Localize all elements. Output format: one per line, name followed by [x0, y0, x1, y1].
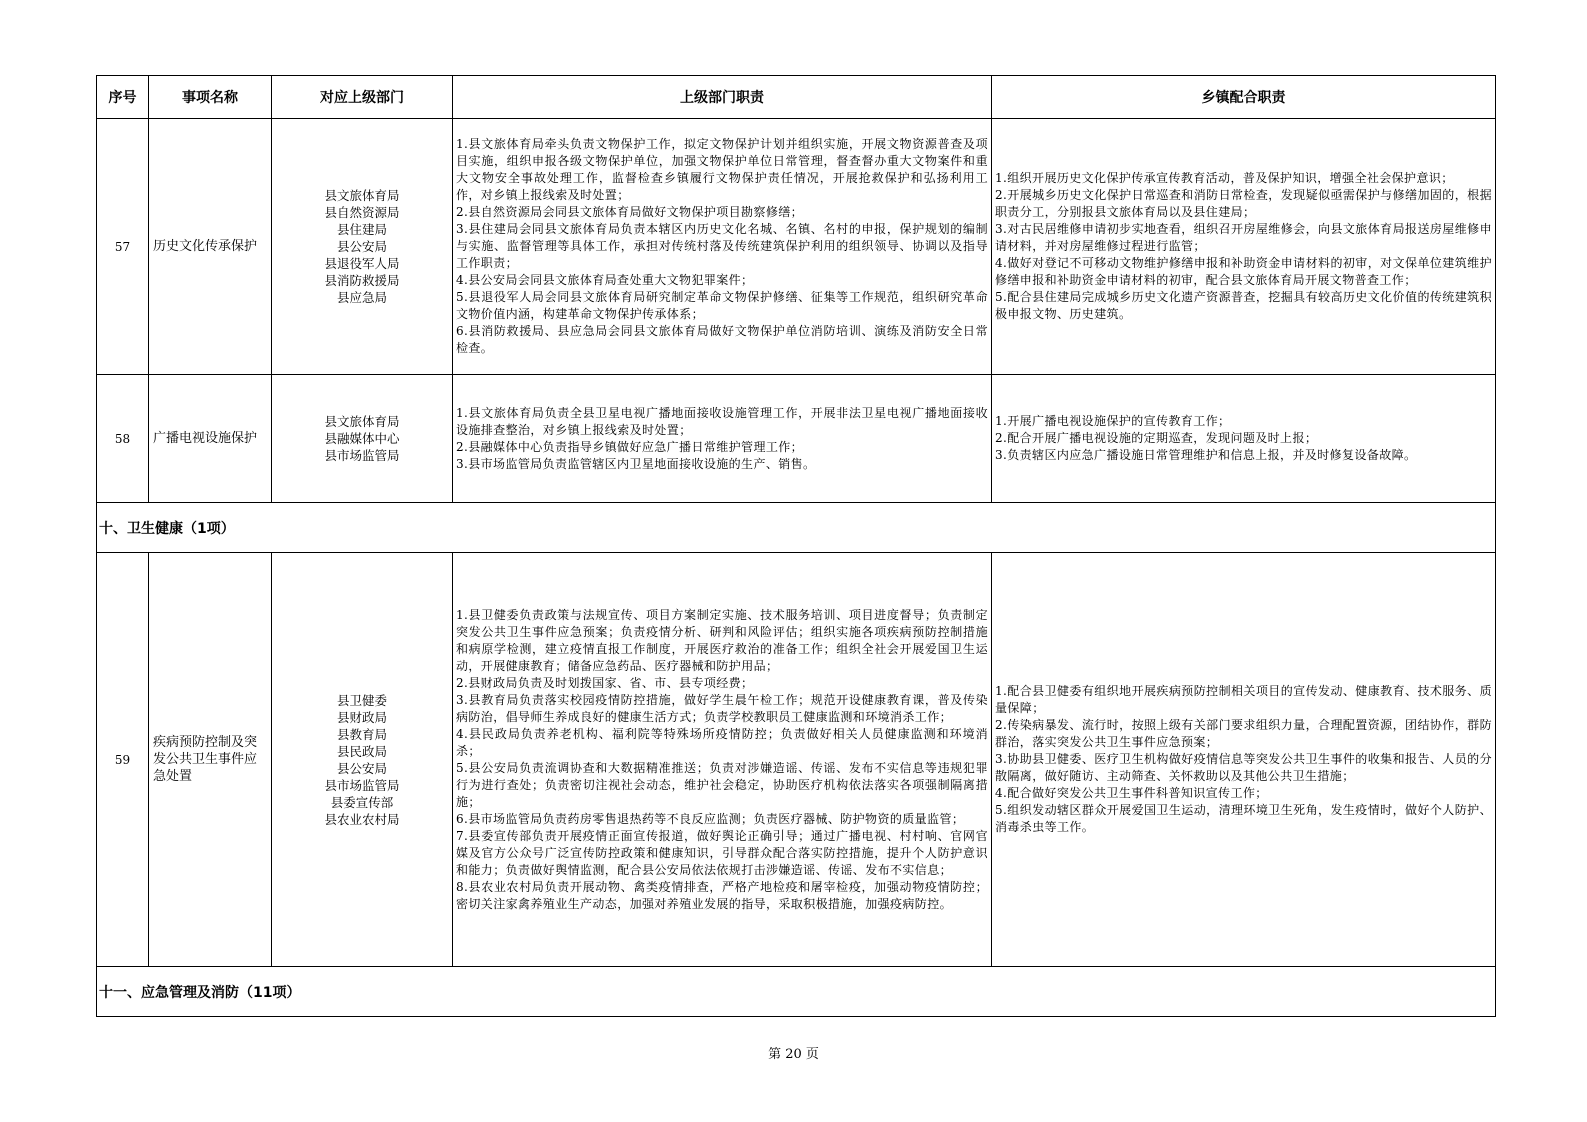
dept-list	[272, 119, 453, 375]
town-item: 3.协助县卫健委、医疗卫生机构做好疫情信息等突发公共卫生事件的收集和报告、人员的分散隔离，做好随访、主动筛查、关怀救助以及其他公共卫生措施；	[995, 752, 1492, 783]
town-item: 4.做好对登记不可移动文物维护修缮申报和补助资金申请材料的初审，对文保单位建筑维护修缮申报和补助资金申请材料的初审，配合县文旅体育局开展文物普查工作；	[995, 256, 1492, 287]
table-row-59	[97, 553, 1496, 967]
duty-item: 4.县民政局负责养老机构、福利院等特殊场所疫情防控；负责做好相关人员健康监测和环境消杀；	[456, 726, 988, 758]
dept-item: 县应急局	[336, 290, 387, 305]
row-number: 58	[97, 375, 149, 503]
dept-item: 县农业农村局	[324, 811, 400, 827]
town-item: 2.配合开展广播电视设施的定期巡查，发现问题及时上报；	[995, 431, 1318, 445]
section-title: 十、卫生健康（1项）	[97, 503, 1496, 553]
duty-item: 7.县委宣传部负责开展疫情正面宣传报道，做好舆论正确引导；通过广播电视、村村响、官网官媒及官方公众号广泛宣传防控政策和健康知识，引导群众配合落实防控措施，提升个人防护意识和能力；负责做好舆情监测，配合县公安局依法依规打击涉嫌造谣、传谣、发布不实信息；	[456, 828, 988, 877]
dept-item: 县卫健委	[336, 692, 387, 708]
duty-item: 4.县公安局会同县文旅体育局查处重大文物犯罪案件；	[456, 273, 754, 287]
duty-item: 8.县农业农村局负责开展动物、禽类疫情排查，严格产地检疫和屠宰检疫，加强动物疫情防控；密切关注家禽养殖业生产动态，加强对养殖业发展的指导，采取积极措施，加强疫病防控。	[456, 879, 988, 911]
town-item: 2.开展城乡历史文化保护日常巡查和消防日常检查，发现疑似亟需保护与修缮加固的，根据职责分工，分别报县文旅体育局以及县住建局；	[995, 188, 1492, 219]
duty-item: 1.县文旅体育局负责全县卫星电视广播地面接收设施管理工作，开展非法卫星电视广播地面接收设施排查整治，对乡镇上报线索及时处置；	[456, 405, 988, 437]
town-item: 3.对古民居维修申请初步实地查看，组织召开房屋维修会，向县文旅体育局报送房屋维修申请材料，并对房屋维修过程进行监管；	[995, 222, 1492, 253]
dept-item: 县教育局	[336, 726, 387, 742]
superior-duties	[453, 119, 992, 375]
duty-item: 3.县教育局负责落实校园疫情防控措施，做好学生晨午检工作；规范开设健康教育课，普及传染病防治，倡导师生养成良好的健康生活方式；负责学校教职员工健康监测和环境消杀工作；	[456, 692, 988, 724]
town-item: 5.配合县住建局完成城乡历史文化遗产资源普查，挖掘具有较高历史文化价值的传统建筑积极申报文物、历史建筑。	[995, 290, 1492, 321]
town-item: 1.组织开展历史文化保护传承宣传教育活动，普及保护知识，增强全社会保护意识；	[995, 171, 1454, 185]
duty-item: 2.县自然资源局会同县文旅体育局做好文物保护项目勘察修缮；	[456, 205, 804, 219]
section-row-emergency	[97, 967, 1496, 1017]
header-name: 事项名称	[149, 76, 272, 119]
dept-item: 县公安局	[336, 760, 387, 776]
town-item: 5.组织发动辖区群众开展爱国卫生运动，清理环境卫生死角，发生疫情时，做好个人防护、消毒杀虫等工作。	[995, 803, 1492, 834]
section-row-health	[97, 503, 1496, 553]
duty-item: 3.县住建局会同县文旅体育局负责本辖区内历史文化名城、名镇、名村的申报，保护规划的编制与实施、监督管理等具体工作，承担对传统村落及传统建筑保护利用的组织领导、协调以及指导工作职责；	[456, 222, 988, 270]
page-number: 第 20 页	[768, 1047, 819, 1062]
section-title: 十一、应急管理及消防（11项）	[97, 967, 1496, 1017]
item-name: 疾病预防控制及突发公共卫生事件应急处置	[149, 553, 272, 967]
dept-item: 县住建局	[336, 222, 387, 237]
duty-item: 3.县市场监管局负责监管辖区内卫星地面接收设施的生产、销售。	[456, 456, 816, 471]
duty-item: 6.县消防救援局、县应急局会同县文旅体育局做好文物保护单位消防培训、演练及消防安全日常检查。	[456, 324, 988, 355]
town-item: 1.开展广播电视设施保护的宣传教育工作；	[995, 414, 1231, 428]
dept-item: 县融媒体中心	[324, 431, 400, 446]
duty-item: 5.县公安局负责流调协查和大数据精准推送；负责对涉嫌造谣、传谣、发布不实信息等违规犯罪行为进行查处；负责密切注视社会动态，维护社会稳定，协助医疗机构依法落实各项强制隔离措施；	[456, 760, 988, 809]
duties-table	[96, 75, 1496, 1017]
dept-list	[272, 553, 453, 967]
dept-item: 县文旅体育局	[324, 188, 400, 203]
item-name: 历史文化传承保护	[149, 119, 272, 375]
town-item: 3.负责辖区内应急广播设施日常管理维护和信息上报，并及时修复设备故障。	[995, 448, 1417, 462]
header-duty: 上级部门职责	[453, 76, 992, 119]
town-item: 4.配合做好突发公共卫生事件科普知识宣传工作；	[995, 786, 1268, 800]
header-town: 乡镇配合职责	[992, 76, 1496, 119]
header-row	[97, 76, 1496, 119]
dept-item: 县市场监管局	[324, 448, 400, 463]
superior-duties	[453, 553, 992, 967]
row-number: 57	[97, 119, 149, 375]
town-item: 2.传染病暴发、流行时，按照上级有关部门要求组织力量，合理配置资源，团结协作，群防群治，落实突发公共卫生事件应急预案；	[995, 718, 1492, 749]
dept-item: 县财政局	[336, 709, 387, 725]
duty-item: 1.县卫健委负责政策与法规宣传、项目方案制定实施、技术服务培训、项目进度督导；负责制定突发公共卫生事件应急预案；负责疫情分析、研判和风险评估；组织实施各项疾病预防控制措施和病原学检测，建立疫情直报工作制度，开展医疗救治的准备工作；组织全社会开展爱国卫生运动，开展健康教育；储备应急药品、医疗器械和防护用品；	[456, 607, 988, 673]
duty-item: 5.县退役军人局会同县文旅体育局研究制定革命文物保护修缮、征集等工作规范，组织研究革命文物价值内涵，构建革命文物保护传承体系；	[456, 290, 988, 321]
row-number: 59	[97, 553, 149, 967]
township-duties	[992, 375, 1496, 503]
duty-item: 1.县文旅体育局牵头负责文物保护工作，拟定文物保护计划并组织实施，开展文物资源普查及项目实施，组织申报各级文物保护单位，加强文物保护单位日常管理，督查督办重大文物案件和重大文物安全事故处理工作，监督检查乡镇履行文物保护责任情况，开展抢救保护和弘扬利用工作，对乡镇上报线索及时处置；	[456, 137, 988, 202]
dept-list	[272, 375, 453, 503]
header-dept: 对应上级部门	[272, 76, 453, 119]
dept-item: 县市场监管局	[324, 777, 400, 793]
duty-item: 2.县融媒体中心负责指导乡镇做好应急广播日常维护管理工作；	[456, 439, 804, 454]
table-row-58	[97, 375, 1496, 503]
dept-item: 县消防救援局	[324, 273, 400, 288]
dept-item: 县退役军人局	[324, 256, 400, 271]
dept-item: 县公安局	[336, 239, 387, 254]
header-no: 序号	[97, 76, 149, 119]
dept-item: 县自然资源局	[324, 205, 400, 220]
duty-item: 2.县财政局负责及时划拨国家、省、市、县专项经费；	[456, 675, 754, 690]
township-duties	[992, 119, 1496, 375]
dept-item: 县委宣传部	[330, 794, 394, 810]
item-name: 广播电视设施保护	[149, 375, 272, 503]
table-row-57	[97, 119, 1496, 375]
dept-item: 县文旅体育局	[324, 414, 400, 429]
dept-item: 县民政局	[336, 743, 387, 759]
superior-duties	[453, 375, 992, 503]
town-item: 1.配合县卫健委有组织地开展疾病预防控制相关项目的宣传发动、健康教育、技术服务、质量保障；	[995, 684, 1492, 715]
township-duties	[992, 553, 1496, 967]
duty-item: 6.县市场监管局负责药房零售退热药等不良反应监测；负责医疗器械、防护物资的质量监管；	[456, 811, 965, 826]
